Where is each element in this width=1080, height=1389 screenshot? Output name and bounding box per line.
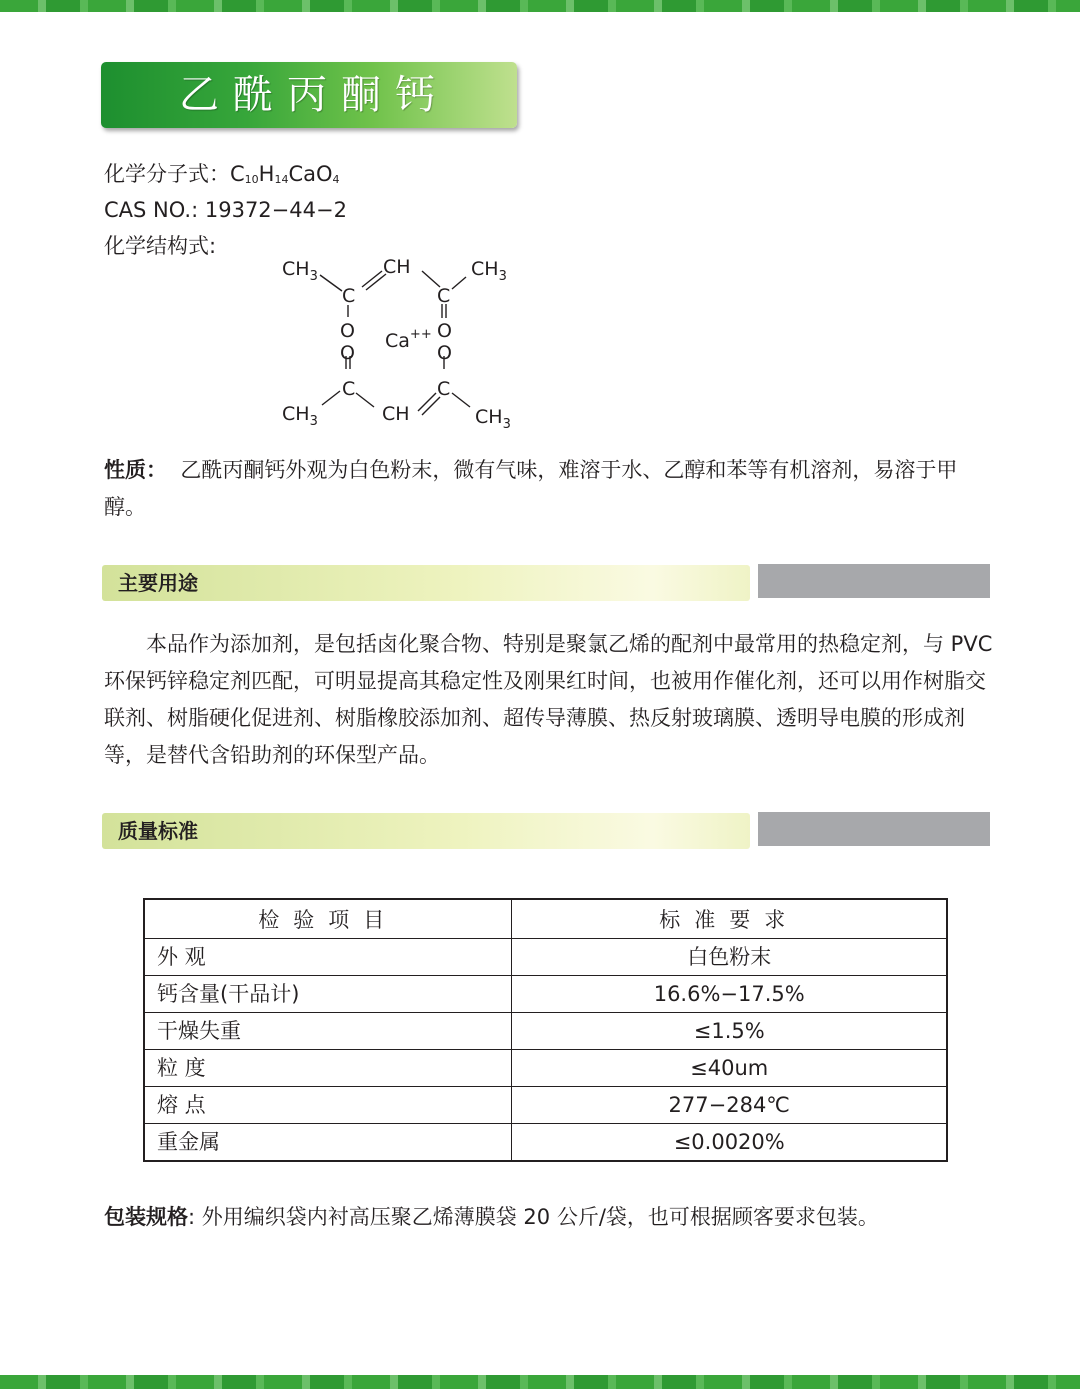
header-inspection-item: 检验项目 (144, 899, 512, 939)
packaging-label: 包装规格 (104, 1205, 188, 1229)
formula-label: 化学分子式： (104, 162, 230, 186)
ch3-bottom-right: $CH_3$ (475, 406, 511, 432)
oxygen-lower-left: O (340, 342, 355, 364)
row-item: 外 观 (144, 939, 512, 976)
row-item: 钙含量(干品计) (144, 976, 512, 1013)
section-title-usage: 主要用途 (118, 571, 198, 595)
quality-standard-table (143, 898, 948, 1162)
row-value: 16.6%−17.5% (512, 976, 947, 1013)
carbon-bottom-right: C (437, 378, 451, 400)
cas-label: CAS NO.: (104, 198, 205, 222)
carbon-bottom-left: C (342, 378, 356, 400)
properties-label: 性质： (104, 458, 167, 482)
cas-line (104, 196, 347, 224)
packaging-text: : 外用编织袋内衬高压聚乙烯薄膜袋 20 公斤/袋，也可根据顾客要求包装。 (188, 1205, 879, 1229)
section-title-quality: 质量标准 (118, 819, 198, 843)
usage-paragraph (104, 626, 994, 774)
packaging-line (104, 1202, 879, 1232)
carbon-top-left: C (342, 285, 356, 307)
cas-value: 19372−44−2 (204, 198, 347, 222)
section-gray-block-quality (758, 812, 990, 846)
row-value: 白色粉末 (512, 939, 947, 976)
row-item: 重金属 (144, 1124, 512, 1162)
table-row (144, 939, 947, 976)
ch3-top-left: $CH_3$ (282, 258, 318, 284)
oxygen-upper-right: O (437, 320, 452, 342)
table-row (144, 1013, 947, 1050)
table-row (144, 1050, 947, 1087)
row-value: 277−284℃ (512, 1087, 947, 1124)
row-value: ≤0.0020% (512, 1124, 947, 1162)
ch3-bottom-left: $CH_3$ (282, 403, 318, 429)
section-header-quality (102, 813, 750, 849)
row-item: 粒 度 (144, 1050, 512, 1087)
row-value: ≤1.5% (512, 1013, 947, 1050)
table-row (144, 1124, 947, 1162)
carbon-top-right: C (437, 285, 451, 307)
row-item: 干燥失重 (144, 1013, 512, 1050)
row-value: ≤40um (512, 1050, 947, 1087)
properties-text: 乙酰丙酮钙外观为白色粉末，微有气味，难溶于水、乙醇和苯等有机溶剂，易溶于甲醇。 (104, 458, 958, 519)
row-item: 熔 点 (144, 1087, 512, 1124)
title-banner (101, 62, 517, 128)
structure-label: 化学结构式: (104, 234, 217, 258)
page-title: 乙酰丙酮钙 (179, 72, 449, 118)
ch3-top-right: $CH_3$ (471, 258, 507, 284)
ch-top: CH (383, 256, 411, 278)
structural-formula-diagram (270, 245, 540, 435)
section-gray-block-usage (758, 564, 990, 598)
ch-bottom: CH (382, 403, 410, 425)
top-decorative-band (0, 0, 1080, 12)
table-row (144, 1087, 947, 1124)
oxygen-lower-right: O (437, 342, 452, 364)
properties-paragraph (104, 452, 994, 526)
table-row (144, 976, 947, 1013)
bottom-decorative-band (0, 1375, 1080, 1389)
formula-line: 化学分子式：$C_{10}H_{14}CaO_4$ (104, 162, 340, 186)
calcium-ion: Ca++ (385, 327, 432, 352)
header-standard-requirement: 标准要求 (512, 899, 947, 939)
oxygen-upper-left: O (340, 320, 355, 342)
section-header-usage (102, 565, 750, 601)
table-header-row (144, 899, 947, 939)
usage-text: 本品作为添加剂，是包括卤化聚合物、特别是聚氯乙烯的配剂中最常用的热稳定剂，与 PVC 环保钙锌稳定剂匹配，可明显提高其稳定性及刚果红时间，也被用作催化剂，还可以用作树脂交联剂、树脂硬化促进剂、树脂橡胶添加剂、超传导薄膜、热反射玻璃膜、透明导电膜的形成剂等，是替代含铅助剂的环保型产品。 (104, 632, 993, 767)
